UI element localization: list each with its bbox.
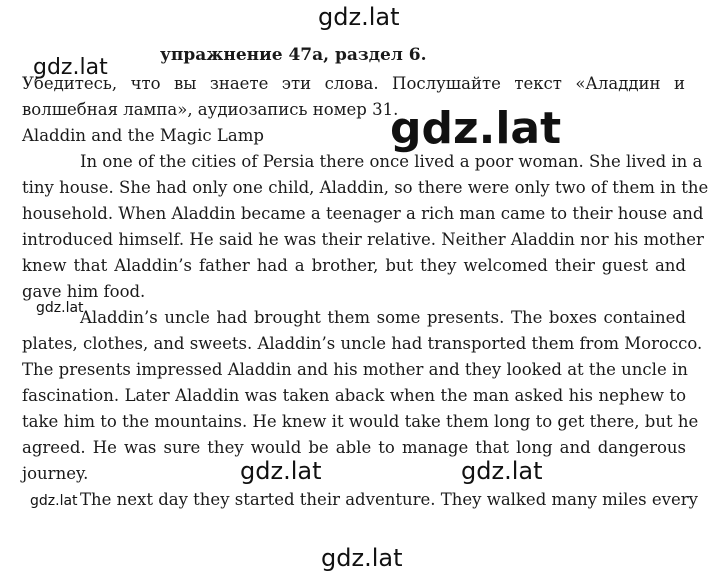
watermark-middle-2: gdz.lat bbox=[461, 457, 543, 485]
paragraph-2-line-2: plates, clothes, and sweets. Aladdin’s uncle had transported them from Morocco. bbox=[22, 334, 703, 353]
paragraph-2-line-5: take him to the mountains. He knew it would take them long to get there, but he bbox=[22, 412, 699, 431]
watermark-left: gdz.lat bbox=[33, 55, 108, 80]
instruction-line-1: Убедитесь, что вы знаете эти слова. Послушайте текст «Аладдин и bbox=[22, 74, 685, 93]
paragraph-1-line-1: In one of the cities of Persia there once lived a poor woman. She lived in a bbox=[80, 152, 703, 171]
watermark-small-1: gdz.lat bbox=[36, 300, 84, 316]
watermark-bottom: gdz.lat bbox=[321, 544, 403, 572]
watermark-middle-1: gdz.lat bbox=[240, 457, 322, 485]
watermark-small-2: gdz.lat bbox=[30, 493, 78, 509]
paragraph-2-line-3: The presents impressed Aladdin and his mother and they looked at the uncle in bbox=[22, 360, 688, 379]
paragraph-1-line-2: tiny house. She had only one child, Aladdin, so there were only two of them in the bbox=[22, 178, 709, 197]
paragraph-1-line-6: gave him food. bbox=[22, 282, 146, 301]
paragraph-1-line-4: introduced himself. He said he was their relative. Neither Aladdin nor his mother bbox=[22, 230, 704, 249]
paragraph-2-line-4: fascination. Later Aladdin was taken aback when the man asked his nephew to bbox=[22, 386, 686, 405]
exercise-heading: упражнение 47а, раздел 6. bbox=[160, 45, 427, 65]
story-title: Aladdin and the Magic Lamp bbox=[22, 126, 264, 145]
paragraph-2-line-1: Aladdin’s uncle had brought them some presents. The boxes contained bbox=[80, 308, 686, 327]
instruction-line-2: волшебная лампа», аудиозапись номер 31. bbox=[22, 100, 399, 119]
paragraph-1-line-3: household. When Aladdin became a teenager a rich man came to their house and bbox=[22, 204, 704, 223]
paragraph-3-line-1: The next day they started their adventure. They walked many miles every bbox=[80, 490, 698, 509]
watermark-large: gdz.lat bbox=[390, 103, 562, 154]
paragraph-1-line-5: knew that Aladdin’s father had a brother, but they welcomed their guest and bbox=[22, 256, 686, 275]
paragraph-2-line-6: agreed. He was sure they would be able to manage that long and dangerous bbox=[22, 438, 686, 457]
watermark-top: gdz.lat bbox=[318, 3, 400, 31]
paragraph-2-line-7: journey. bbox=[22, 464, 89, 483]
